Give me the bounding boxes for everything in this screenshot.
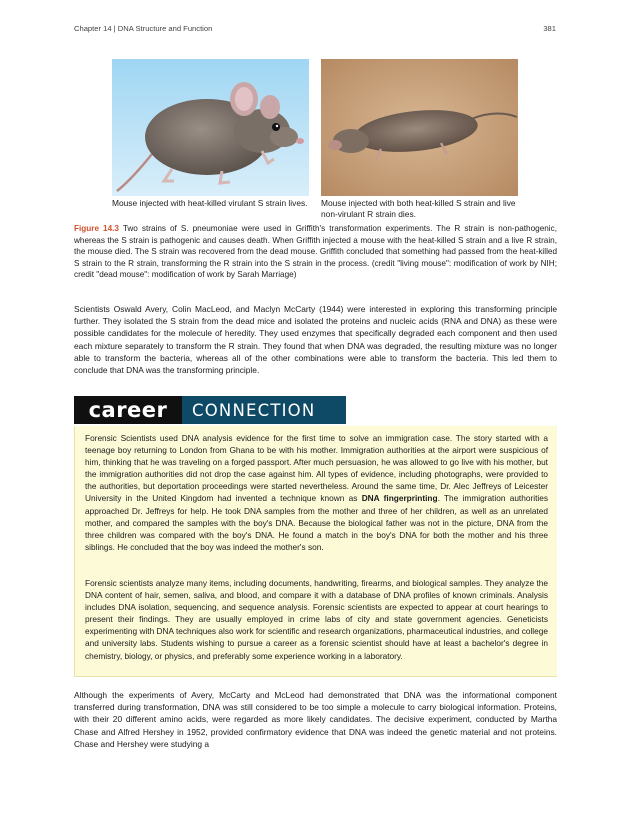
dna-fingerprinting-term: DNA fingerprinting xyxy=(361,493,438,504)
living-mouse-caption: Mouse injected with heat-killed virulant S strain lives. xyxy=(112,198,308,208)
figure-caption-text: Two strains of S. pneumoniae were used in Griffith's transformation experiments. The R strain is non-pathogenic, whereas the S strain is pathogenic and causes death. When Griffith injected a mouse with the heat-killed S strain and a live R strain, the mouse died. The S strain was recovered from the dead mouse. Griffith concluded that something had passed from the heat-killed S strain to the R strain, transforming the R strain into the S strain in the process. (credit "living mouse": modification of work by NIH; credit "dead mouse": modification of work by Sarah Marriage) xyxy=(74,224,557,280)
career-paragraph-1 xyxy=(85,432,548,553)
career-paragraph-1-start: Forensic Scientists used DNA analysis evidence for the first time to solve an immigration case. The story started with a teenage boy returning to London from Ghana to be with his mother. Immigration authorities at the airport were suspicious of him, thinking that he was traveling on a forged passport. After much persuasion, he was allowed to go live with his mother, but the immigration authorities did not drop the case against him. All types of evidence, including photographs, were provided to the authorities, but deportation proceedings were started nevertheless. Around the same time, Dr. Alec Jeffreys of Leicester University in the United Kingdom had invented a technique known as xyxy=(85,433,548,504)
dead-mouse-caption: Mouse injected with both heat-killed S strain and live non-virulant R strain dies. xyxy=(321,198,516,219)
page-number: 381 xyxy=(543,24,556,33)
body-paragraph-avery: Scientists Oswald Avery, Colin MacLeod, and Maclyn McCarty (1944) were interested in exploring this transforming principle further. They isolated the S strain from the dead mice and isolated the proteins and nucleic acids (RNA and DNA) as these were possible candidates for the molecule of heredity. They used enzymes that specifically degraded each component and then used each mixture separately to transform the R strain. They found that when DNA was degraded, the resulting mixture was no longer able to transform the bacteria, whereas all of the other combinations were able to transform the bacteria. This led them to conclude that DNA was the transforming principle. xyxy=(74,304,557,376)
career-paragraph-1-end: . The immigration authorities approached Dr. Jeffreys for help. He took DNA samples from the mother and three of her children, as well as an unrelated mother, and compared the samples with the boy's DNA. Because the biological father was not in the picture, DNA from the three children was compared with the boy's DNA. He found a match in the boy's DNA for both the mother and his three siblings. He concluded that the boy was indeed the mother's son. xyxy=(85,493,548,552)
career-connection-box xyxy=(74,426,557,677)
career-logo-word: career xyxy=(74,396,182,424)
chapter-title: Chapter 14 | DNA Structure and Function xyxy=(74,24,213,33)
dead-mouse-photo xyxy=(321,59,518,196)
living-mouse-photo xyxy=(112,59,309,196)
career-paragraph-2: Forensic scientists analyze many items, including documents, handwriting, firearms, and biological samples. They analyze the DNA content of hair, semen, saliva, and blood, and compare it with a database of DNA profiles of known criminals. Analysis includes DNA isolation, sequencing, and sequence analysis. Forensic scientists are expected to appear at court hearings to present their findings. They are usually employed in crime labs of city and state government agencies. Geneticists experimenting with DNA techniques also work for scientific and research organizations, pharmaceutical industries, and college and university labs. Students wishing to pursue a career as a forensic scientist should have at least a bachelor's degree in chemistry, biology, or physics, and preferably some experience working in a laboratory. xyxy=(85,578,548,661)
career-connection-banner xyxy=(74,396,346,424)
figure-label: Figure 14.3 xyxy=(74,224,119,233)
body-paragraph-hershey-chase: Although the experiments of Avery, McCarty and McLeod had demonstrated that DNA was the informational component transferred during transformation, DNA was still considered to be too simple a molecule to carry biological information. Proteins, with their 20 different amino acids, were regarded as more likely candidates. The decisive experiment, conducted by Martha Chase and Alfred Hershey in 1952, provided confirmatory evidence that DNA was indeed the genetic material and not proteins. Chase and Hershey were studying a xyxy=(74,690,557,749)
connection-word: CONNECTION xyxy=(192,400,316,420)
figure-caption xyxy=(74,223,557,281)
